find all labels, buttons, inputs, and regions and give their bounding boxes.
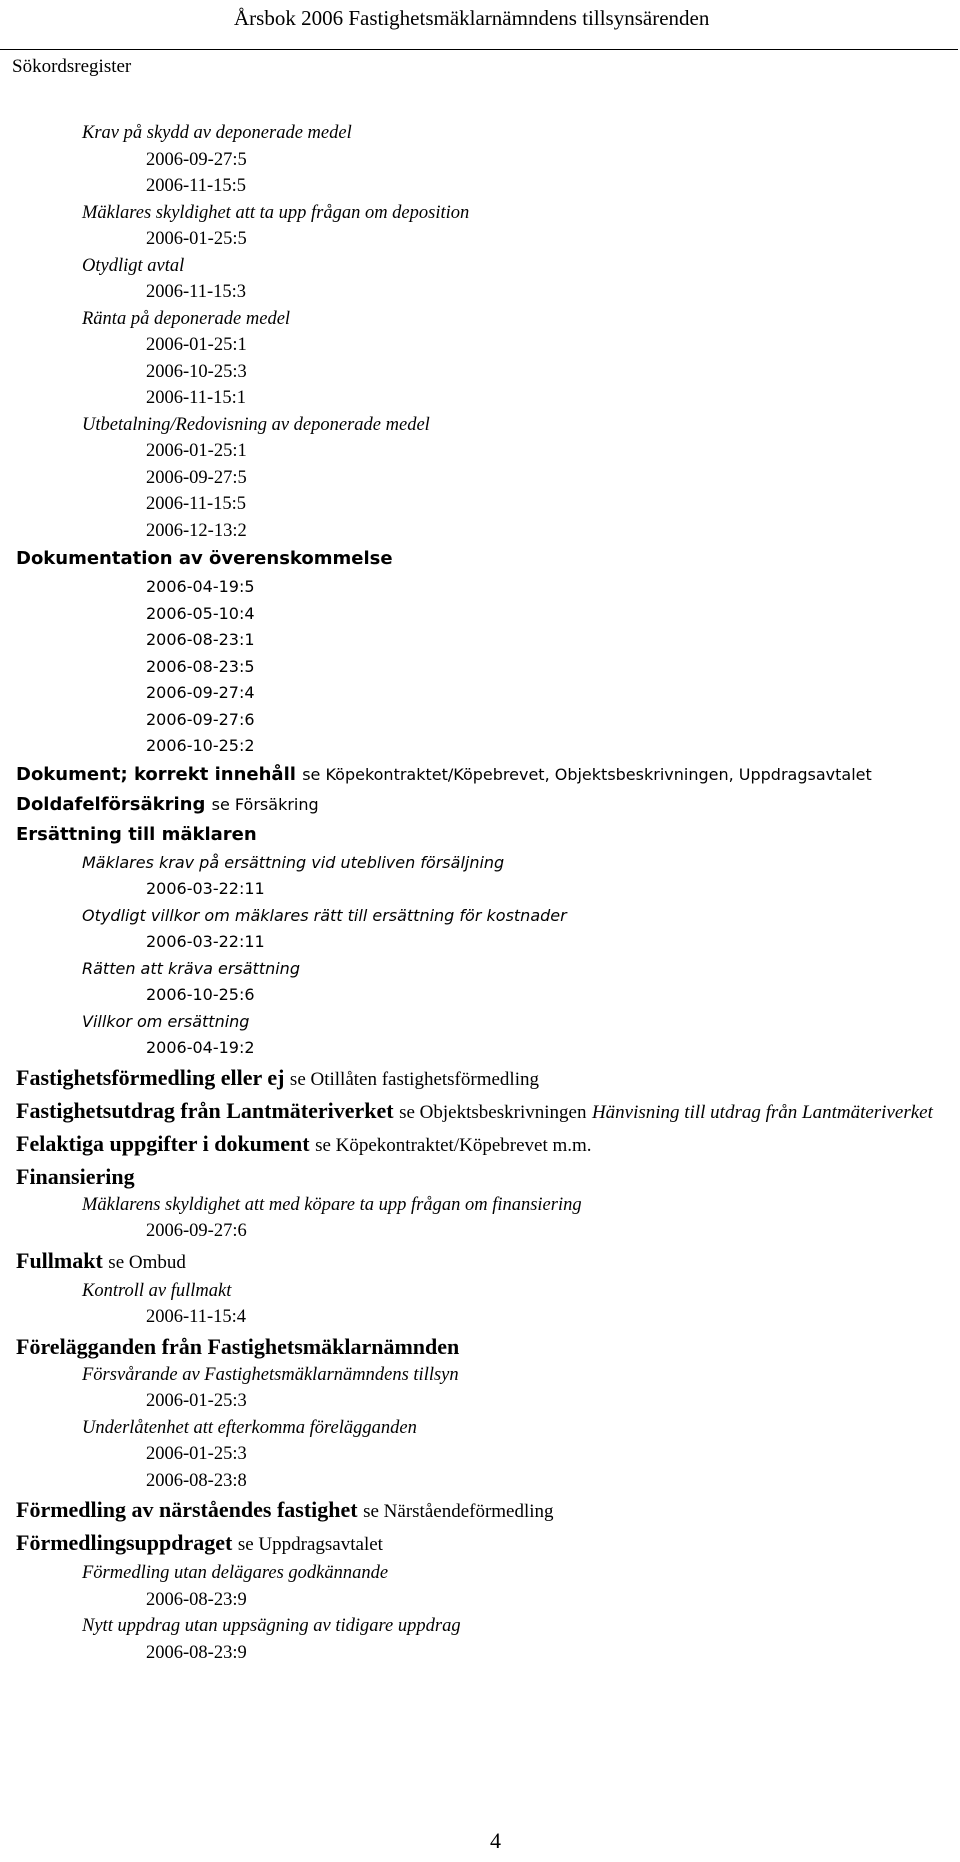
- entry-term: Förelägganden från Fastighetsmäklarnämnden: [16, 1333, 460, 1359]
- entry-term: Ersättning till mäklaren: [16, 823, 257, 845]
- sub-entry: Mäklares krav på ersättning vid utebliven försäljning: [82, 852, 505, 872]
- entry-term: Fullmakt: [16, 1247, 103, 1273]
- sub-entry: Otydligt avtal: [82, 255, 185, 276]
- main-entry: [0, 1062, 946, 1095]
- entry-term: Förmedling av närståendes fastighet: [16, 1497, 358, 1522]
- entry-term: Doldafelförsäkring: [16, 793, 206, 815]
- case-reference: 2006-03-22:11: [146, 932, 265, 951]
- sub-entry: Rätten att kräva ersättning: [82, 958, 300, 978]
- main-entry: [0, 1527, 946, 1560]
- case-reference: 2006-11-15:4: [146, 1307, 247, 1327]
- index-entries: [0, 120, 960, 1666]
- case-reference: 2006-01-25:1: [146, 335, 247, 355]
- sub-entry: Villkor om ersättning: [82, 1011, 250, 1031]
- case-reference: 2006-05-10:4: [146, 603, 255, 623]
- header-title: Årsbok 2006 Fastighetsmäklarnämndens tillsynsärenden: [234, 6, 710, 30]
- case-reference: 2006-04-19:5: [146, 577, 255, 596]
- sub-entry: Ränta på deponerade medel: [82, 308, 291, 329]
- case-reference: 2006-09-27:5: [146, 467, 247, 488]
- case-reference: 2006-11-15:1: [146, 388, 247, 408]
- entry-term: Dokumentation av överenskommelse: [16, 548, 393, 569]
- case-reference: 2006-09-27:5: [146, 149, 247, 170]
- sub-entry: Mäklarens skyldighet att med köpare ta upp frågan om finansiering: [82, 1194, 582, 1215]
- entry-term: Fastighetsförmedling eller ej: [16, 1064, 285, 1090]
- sub-entry: Mäklares skyldighet att ta upp frågan om deposition: [82, 202, 470, 223]
- sub-entry: Försvårande av Fastighetsmäklarnämndens tillsyn: [82, 1364, 459, 1385]
- case-reference: 2006-08-23:1: [146, 630, 255, 649]
- main-entry: [0, 1161, 946, 1192]
- case-reference: 2006-10-25:3: [146, 361, 247, 382]
- see-reference: se Ombud: [108, 1251, 186, 1273]
- main-entry: [0, 790, 946, 820]
- cross-reference: Hänvisning till utdrag från Lantmäteriverket: [591, 1101, 933, 1123]
- entry-term: Fastighetsutdrag från Lantmäteriverket: [16, 1097, 394, 1123]
- main-entry: [0, 1494, 946, 1527]
- main-entry: [0, 1095, 946, 1128]
- case-reference: 2006-11-15:3: [146, 282, 247, 302]
- case-reference: 2006-09-27:6: [146, 1221, 247, 1241]
- case-reference: 2006-08-23:5: [146, 656, 255, 676]
- entry-term: Felaktiga uppgifter i dokument: [16, 1130, 310, 1156]
- see-reference: se Köpekontraktet/Köpebrevet, Objektsbeskrivningen, Uppdragsavtalet: [302, 764, 872, 784]
- case-reference: 2006-10-25:2: [146, 736, 255, 755]
- page-header: [0, 0, 960, 90]
- main-entry: [0, 1245, 946, 1278]
- sub-entry: Krav på skydd av deponerade medel: [82, 123, 352, 143]
- see-reference: se Köpekontraktet/Köpebrevet m.m.: [315, 1134, 592, 1156]
- case-reference: 2006-09-27:4: [146, 683, 255, 702]
- page-number: 4: [490, 1828, 501, 1853]
- main-entry: [0, 1128, 946, 1161]
- main-entry: [0, 820, 946, 850]
- case-reference: 2006-11-15:5: [146, 176, 247, 196]
- case-reference: 2006-12-13:2: [146, 520, 247, 541]
- case-reference: 2006-01-25:3: [146, 1391, 247, 1411]
- sub-entry: Underlåtenhet att efterkomma förelägganden: [82, 1417, 417, 1438]
- entry-term: Finansiering: [16, 1163, 135, 1189]
- sub-entry: Förmedling utan delägares godkännande: [82, 1563, 389, 1583]
- see-reference: se Otillåten fastighetsförmedling: [289, 1068, 539, 1090]
- header-rule: [0, 49, 958, 50]
- case-reference: 2006-03-22:11: [146, 879, 265, 898]
- sub-entry: Otydligt villkor om mäklares rätt till ersättning för kostnader: [82, 905, 567, 925]
- main-entry: [0, 760, 946, 790]
- case-reference: 2006-11-15:5: [146, 494, 247, 514]
- main-entry: [0, 1331, 946, 1362]
- see-reference: se Objektsbeskrivningen: [399, 1101, 587, 1123]
- case-reference: 2006-08-23:8: [146, 1470, 247, 1491]
- sub-entry: Nytt uppdrag utan uppsägning av tidigare uppdrag: [82, 1616, 461, 1636]
- see-reference: se Närståendeförmedling: [363, 1501, 554, 1522]
- case-reference: 2006-10-25:6: [146, 985, 255, 1004]
- entry-term: Dokument; korrekt innehåll: [16, 763, 296, 785]
- case-reference: 2006-09-27:6: [146, 709, 255, 729]
- case-reference: 2006-08-23:9: [146, 1642, 247, 1663]
- see-reference: se Uppdragsavtalet: [237, 1534, 383, 1555]
- case-reference: 2006-08-23:9: [146, 1589, 247, 1610]
- entry-term: Förmedlingsuppdraget: [16, 1530, 233, 1555]
- case-reference: 2006-04-19:2: [146, 1038, 255, 1057]
- sub-entry: Kontroll av fullmakt: [82, 1280, 232, 1301]
- case-reference: 2006-01-25:1: [146, 441, 247, 461]
- see-reference: se Försäkring: [211, 794, 319, 814]
- case-reference: 2006-01-25:5: [146, 229, 247, 249]
- main-entry: [0, 544, 946, 574]
- sub-entry: Utbetalning/Redovisning av deponerade medel: [82, 414, 430, 435]
- case-reference: 2006-01-25:3: [146, 1444, 247, 1464]
- section-label: Sökordsregister: [12, 56, 132, 77]
